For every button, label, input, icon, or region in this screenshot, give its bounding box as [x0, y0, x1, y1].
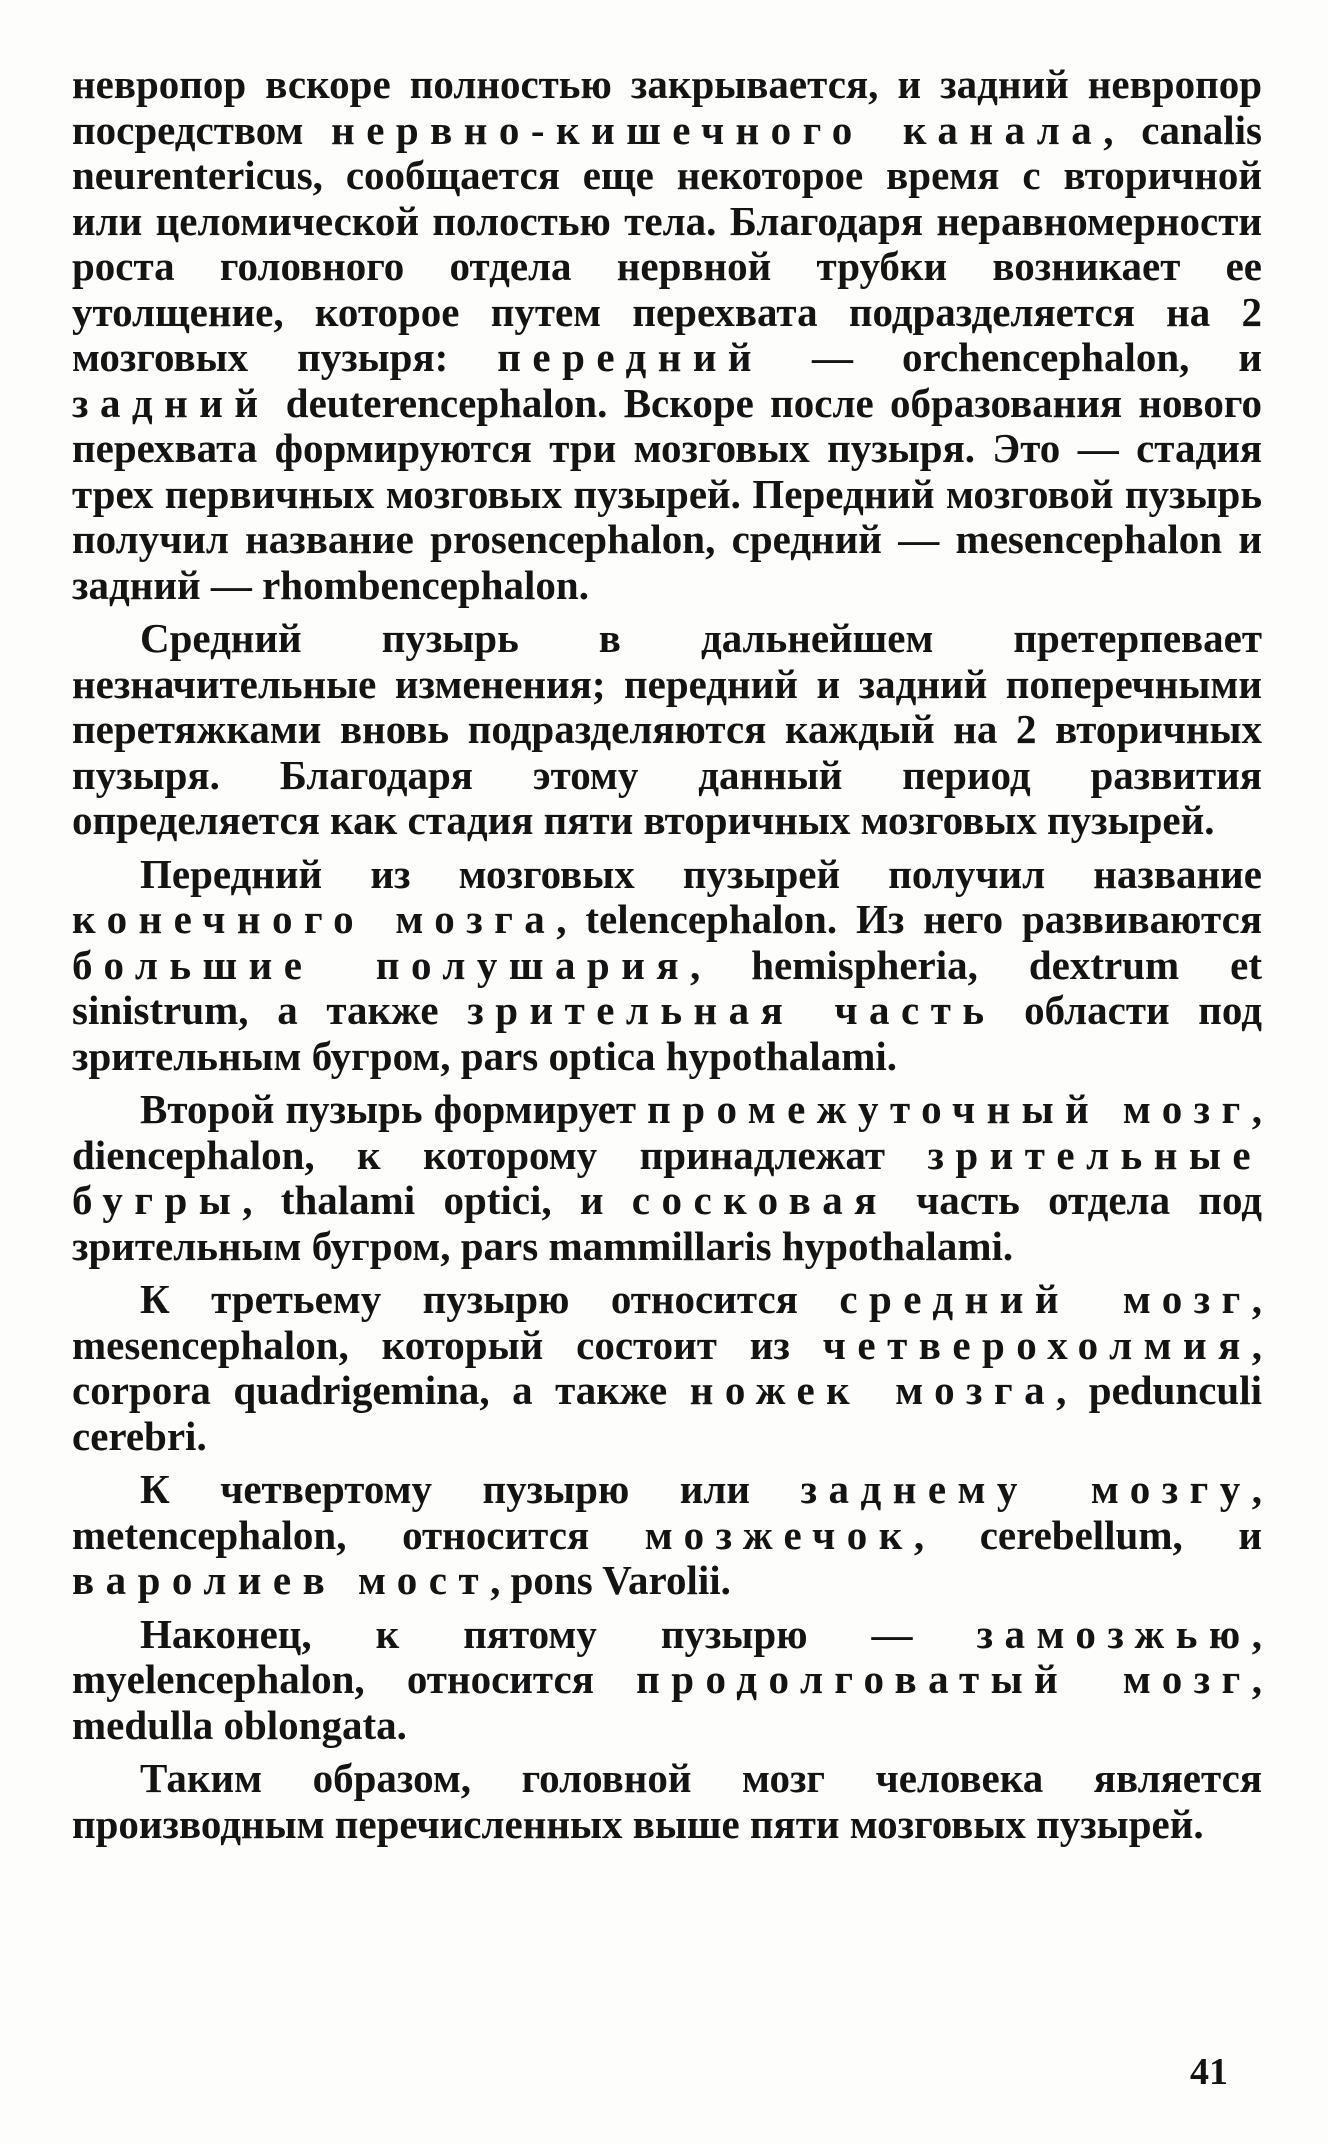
spaced-term: сосковая [631, 1177, 888, 1223]
spaced-term: четверохолмия [822, 1321, 1252, 1368]
paragraph-2: Средний пузырь в дальнейшем претерпевает незначительные изменения; передний и задний поперечными перетяжками вновь подразделяются каждый на 2 вторичных пузыря. Благодаря этому данный период развития определяется как стадия пяти вторичных мозговых пузырей. [72, 615, 1262, 843]
paragraph-8: Таким образом, головной мозг человека является производным перечисленных выше пяти мозговых пузырей. [72, 1755, 1262, 1847]
spaced-term: замозжью [976, 1610, 1252, 1657]
spaced-term: конечного мозга [72, 896, 557, 942]
spaced-term: продолговатый мозг [636, 1656, 1252, 1702]
body-text [72, 62, 1262, 1855]
spaced-term: передний [497, 334, 764, 380]
spaced-term: нервно-кишечного канала [331, 106, 1104, 153]
spaced-term: варолиев мост [72, 1557, 491, 1603]
spaced-term: большие полушария [72, 941, 690, 988]
spaced-term: зрительные бугры [72, 1131, 1262, 1223]
paragraph-1: невропор вскоре полностью закрывается, и задний невропор посредством нервно-кишечного канала, canalis neurentericus, сообщается еще некоторое время с вторичной или целомической полостью тела. Благодаря неравномерности роста головного отдела нервной трубки возникает ее утолщение, которое путем перехвата подразделяется на 2 мозговых пузыря: передний — orchencephalon, и задний deuterencephalon. Вскоре после образования нового перехвата формируются три мозговых пузыря. Это — стадия трех первичных мозговых пузырей. Передний мозговой пузырь получил название prosencephalon, средний — mesencephalon и задний — rhombencephalon. [72, 61, 1262, 608]
paragraph-6: К четвертому пузырю или заднему мозгу, metencephalon, относится мозжечок, cerebellum, и варолиев мост, pons Varolii. [72, 1466, 1263, 1603]
page-number: 41 [1190, 2051, 1228, 2093]
spaced-term: задний [72, 379, 270, 426]
spaced-term: средний мозг [839, 1276, 1252, 1322]
spaced-term: промежуточный мозг [647, 1086, 1252, 1132]
spaced-term: ножек мозга [689, 1367, 1057, 1413]
paragraph-5: К третьему пузырю относится средний мозг, mesencephalon, который состоит из четверохолмия, corpora quadrigemina, а также ножек мозга, pedunculi cerebri. [72, 1276, 1262, 1459]
paragraph-4: Второй пузырь формирует промежуточный мозг, diencephalon, к которому принадлежат зрительные бугры, thalami optici, и сосковая часть отдела под зрительным бугром, pars mammillaris hypothalami. [72, 1086, 1263, 1269]
spaced-term: мозжечок [644, 1511, 914, 1558]
paragraph-7: Наконец, к пятому пузырю — замозжью, myelencephalon, относится продолговатый мозг, medulla oblongata. [72, 1610, 1263, 1748]
paragraph-3: Передний из мозговых пузырей получил название конечного мозга, telencephalon. Из него развиваются большие полушария, hemispheria, dextrum et sinistrum, а также зрительная часть области под зрительным бугром, pars optica hypothalami. [72, 850, 1262, 1079]
spaced-term: зрительная часть [467, 987, 996, 1033]
spaced-term: заднему мозгу [800, 1466, 1252, 1512]
